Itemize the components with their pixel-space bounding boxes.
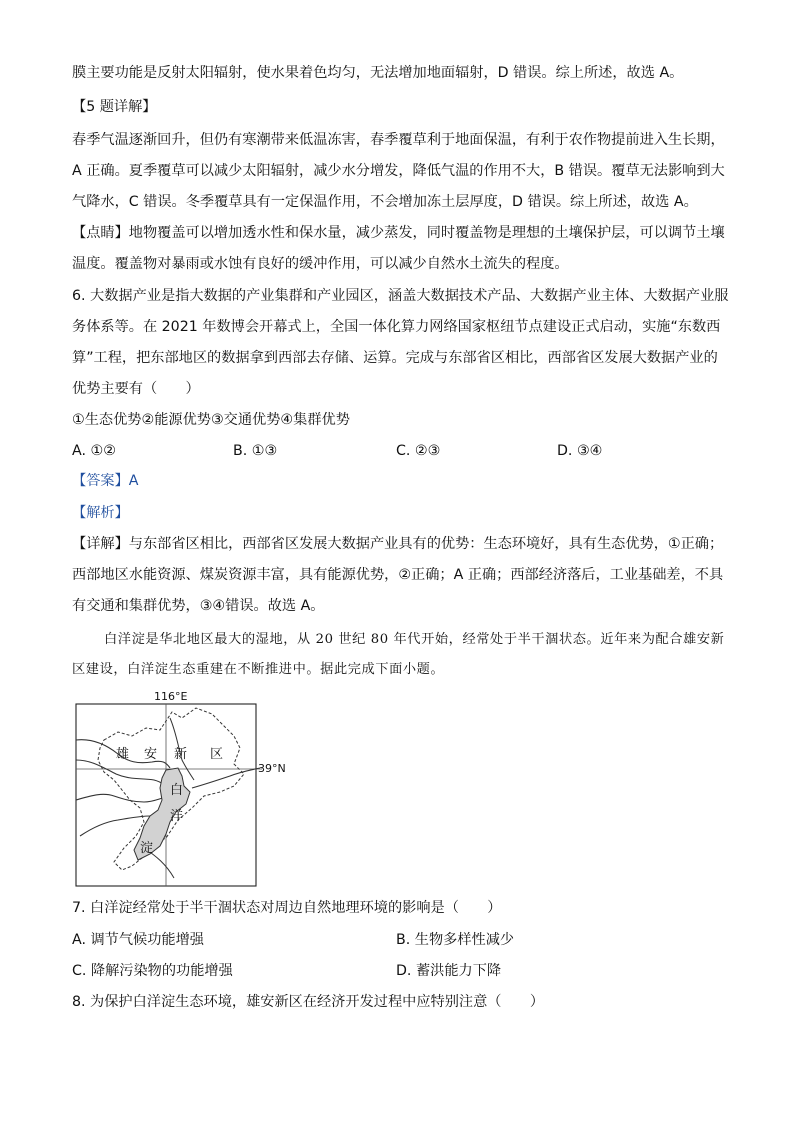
question-6-stem: 优势主要有（ ） (72, 381, 200, 397)
river (76, 760, 170, 792)
section-heading: 【5 题详解】 (72, 99, 157, 115)
text-line: 气降水，C 错误。冬季覆草具有一定保温作用，不会增加冻土层厚度，D 错误。综上所述，故选 A。 (72, 194, 698, 210)
question-6-items: ①生态优势②能源优势③交通优势④集群优势 (72, 412, 350, 428)
text-line: 西部地区水能资源、煤炭资源丰富，具有能源优势，②正确；A 正确；西部经济落后，工业基础差，不具 (72, 567, 724, 583)
river (80, 816, 150, 836)
text-line: 有交通和集群优势，③④错误。故选 A。 (72, 598, 325, 614)
text-line: 【点睛】地物覆盖可以增加透水性和保水量，减少蒸发，同时覆盖物是理想的土壤保护层，可以调节土壤 (72, 225, 725, 241)
q6-option-a: A. ①② (72, 443, 116, 459)
river (192, 768, 260, 788)
text-line: 【详解】与东部省区相比，西部省区发展大数据产业具有的优势：生态环境好，具有生态优势，①正确； (72, 536, 724, 552)
longitude-label: 116°E (154, 690, 188, 703)
passage-line: 区建设，白洋淀生态重建在不断推进中。据此完成下面小题。 (72, 662, 445, 677)
baiyangdian-map (74, 688, 314, 888)
passage-line: 白洋淀是华北地区最大的湿地，从 20 世纪 80 年代开始，经常处于半干涸状态。近年来为配合雄安新 (104, 632, 725, 647)
q6-option-c: C. ②③ (396, 443, 441, 459)
map-label-char: 白 (170, 783, 184, 798)
map-label-char: 雄 (116, 747, 130, 762)
q7-option-d: D. 蓄洪能力下降 (396, 963, 502, 979)
river (76, 794, 170, 802)
text-line: 春季气温逐渐回升，但仍有寒潮带来低温冻害，春季覆草利于地面保温，有利于农作物提前进入生长期， (72, 132, 725, 148)
question-6-stem: 6. 大数据产业是指大数据的产业集群和产业园区，涵盖大数据技术产品、大数据产业主体、大数据产业服 (72, 288, 729, 304)
map-label-char: 洋 (170, 809, 184, 824)
text-line: 膜主要功能是反射太阳辐射，使水果着色均匀，无法增加地面辐射，D 错误。综上所述，故选 A。 (72, 65, 684, 81)
q7-option-a: A. 调节气候功能增强 (72, 932, 204, 948)
text-line: A 正确。夏季覆草可以减少太阳辐射，减少水分增发，降低气温的作用不大，B 错误。覆草无法影响到大 (72, 163, 725, 179)
map-label-char: 安 (144, 747, 158, 762)
map-label-char: 淀 (140, 841, 154, 856)
answer-label: 【答案】A (72, 473, 139, 489)
q7-option-b: B. 生物多样性减少 (396, 932, 515, 948)
question-8-stem: 8. 为保护白洋淀生态环境，雄安新区在经济开发过程中应特别注意（ ） (72, 994, 545, 1010)
q6-option-b: B. ①③ (233, 443, 278, 459)
question-7-stem: 7. 白洋淀经常处于半干涸状态对周边自然地理环境的影响是（ ） (72, 900, 502, 916)
text-line: 温度。覆盖物对暴雨或水蚀有良好的缓冲作用，可以减少自然水土流失的程度。 (72, 256, 569, 272)
analysis-label: 【解析】 (72, 505, 129, 521)
question-6-stem: 务体系等。在 2021 年数博会开幕式上，全国一体化算力网络国家枢纽节点建设正式启动，实施“东数西 (72, 319, 721, 335)
map-label-char: 新 (174, 747, 188, 762)
q6-option-d: D. ③④ (557, 443, 603, 459)
question-6-stem: 算”工程，把东部地区的数据拿到西部去存储、运算。完成与东部省区相比，西部省区发展大数据产业的 (72, 350, 718, 366)
q7-option-c: C. 降解污染物的功能增强 (72, 963, 233, 979)
map-label-char: 区 (210, 747, 224, 762)
latitude-label: 39°N (258, 762, 286, 775)
